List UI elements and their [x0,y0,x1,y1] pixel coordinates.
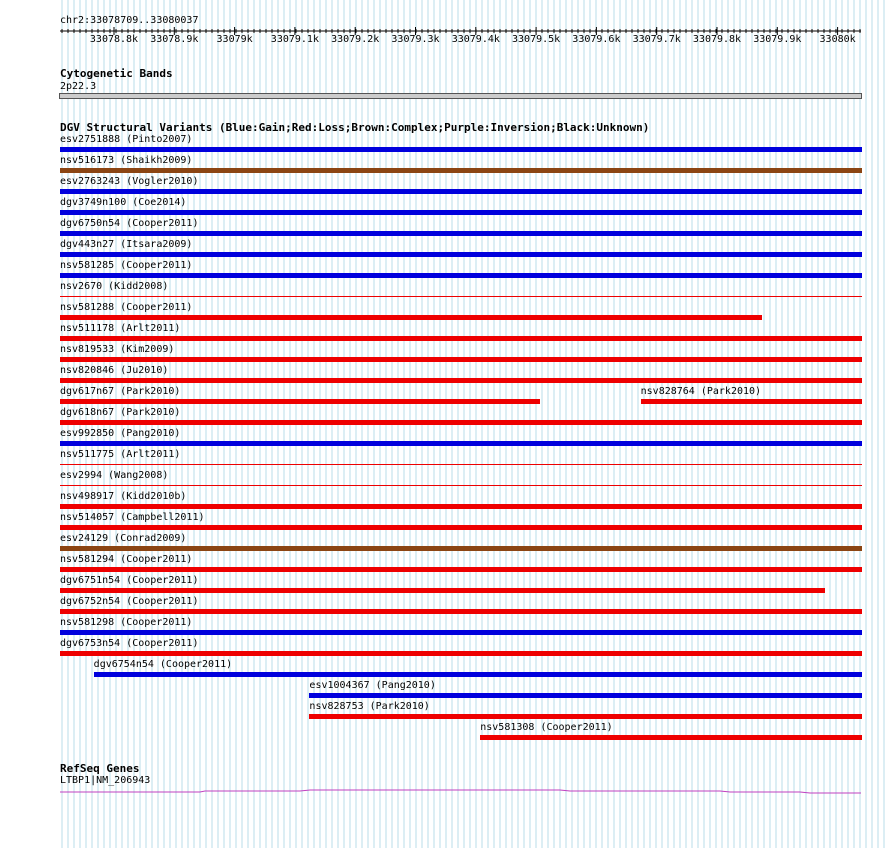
variant-label[interactable]: nsv828764 (Park2010) [640,386,762,397]
variant-bar[interactable] [60,588,825,593]
variant-bar[interactable] [60,464,862,465]
refseq-track-title: RefSeq Genes [60,762,140,775]
ruler-tick-label: 33079.6k [572,34,621,45]
variant-bar[interactable] [60,273,862,278]
variant-bar[interactable] [60,609,862,614]
dgv-track-title: DGV Structural Variants (Blue:Gain;Red:Loss;Brown:Complex;Purple:Inversion;Black:Unknown) [60,121,650,134]
variant-bar[interactable] [480,735,862,740]
variant-label[interactable]: dgv3749n100 (Coe2014) [60,197,187,208]
variant-bar[interactable] [60,567,862,572]
refseq-gene-label[interactable]: LTBP1|NM_206943 [60,775,151,786]
ruler-tick-label: 33079.5k [512,34,561,45]
variant-label[interactable]: esv2994 (Wang2008) [60,470,169,481]
variant-label[interactable]: dgv6750n54 (Cooper2011) [60,218,199,229]
variant-label[interactable]: nsv581288 (Cooper2011) [60,302,193,313]
refseq-gene-line[interactable] [0,786,890,796]
ruler-tick-label: 33079.7k [632,34,681,45]
variant-bar[interactable] [60,210,862,215]
variant-label[interactable]: esv2751888 (Pinto2007) [60,134,193,145]
ruler-tick-label: 33078.8k [89,34,139,45]
variant-label[interactable]: nsv511775 (Arlt2011) [60,449,181,460]
variant-label[interactable]: dgv617n67 (Park2010) [60,386,181,397]
ruler-tick-label: 33079k [216,34,253,45]
variant-bar[interactable] [60,546,862,551]
variant-bar[interactable] [60,357,862,362]
variant-label[interactable]: nsv581285 (Cooper2011) [60,260,193,271]
cytogenetic-bands-title: Cytogenetic Bands [60,67,173,80]
variant-bar[interactable] [60,231,862,236]
variant-label[interactable]: nsv514057 (Campbell2011) [60,512,205,523]
variant-label[interactable]: esv24129 (Conrad2009) [60,533,187,544]
variant-label[interactable]: nsv581294 (Cooper2011) [60,554,193,565]
variant-label[interactable]: esv1004367 (Pang2010) [309,680,436,691]
variant-label[interactable]: dgv443n27 (Itsara2009) [60,239,193,250]
cyto-band-bar[interactable] [59,93,862,99]
location-label: chr2:33078709..33080037 [60,15,199,26]
variant-bar[interactable] [60,378,862,383]
variant-label[interactable]: nsv498917 (Kidd2010b) [60,491,187,502]
variant-label[interactable]: nsv2670 (Kidd2008) [60,281,169,292]
variant-bar[interactable] [60,189,862,194]
variant-label[interactable]: esv992850 (Pang2010) [60,428,181,439]
variant-bar[interactable] [60,504,862,509]
variant-label[interactable]: nsv581298 (Cooper2011) [60,617,193,628]
variant-label[interactable]: nsv828753 (Park2010) [309,701,430,712]
variant-label[interactable]: esv2763243 (Vogler2010) [60,176,199,187]
variant-label[interactable]: nsv820846 (Ju2010) [60,365,169,376]
ruler-tick-label: 33079.2k [331,34,380,45]
variant-bar[interactable] [60,441,862,446]
variant-label[interactable]: dgv6753n54 (Cooper2011) [60,638,199,649]
variant-bar[interactable] [94,672,862,677]
variant-label[interactable]: dgv6754n54 (Cooper2011) [93,659,233,670]
variant-bar[interactable] [60,630,862,635]
variant-label[interactable]: nsv581308 (Cooper2011) [480,722,613,733]
ruler-tick-label: 33080k [819,34,856,45]
variant-bar[interactable] [60,252,862,257]
ruler-tick-label: 33079.9k [753,34,802,45]
variant-bar[interactable] [60,168,862,173]
variant-bar[interactable] [60,485,862,486]
variant-bar[interactable] [309,714,862,719]
variant-label[interactable]: dgv6752n54 (Cooper2011) [60,596,199,607]
variant-bar[interactable] [60,336,862,341]
variant-bar[interactable] [60,399,540,404]
variant-bar[interactable] [60,525,862,530]
variant-label[interactable]: nsv511178 (Arlt2011) [60,323,181,334]
variant-bar[interactable] [60,296,862,297]
ruler-tick-label: 33078.9k [150,34,199,45]
ruler-tick-label: 33079.1k [270,34,319,45]
ruler-tick-label: 33079.4k [451,34,500,45]
variant-bar[interactable] [309,693,862,698]
variant-bar[interactable] [60,315,762,320]
variant-bar[interactable] [60,147,862,152]
variant-bar[interactable] [60,651,862,656]
cyto-band-label: 2p22.3 [60,81,97,92]
ruler-tick-label: 33079.3k [391,34,440,45]
variant-bar[interactable] [641,399,862,404]
variant-label[interactable]: dgv6751n54 (Cooper2011) [60,575,199,586]
variant-label[interactable]: nsv516173 (Shaikh2009) [60,155,193,166]
variant-label[interactable]: dgv618n67 (Park2010) [60,407,181,418]
ruler-tick-label: 33079.8k [692,34,742,45]
variant-label[interactable]: nsv819533 (Kim2009) [60,344,175,355]
variant-bar[interactable] [60,420,862,425]
